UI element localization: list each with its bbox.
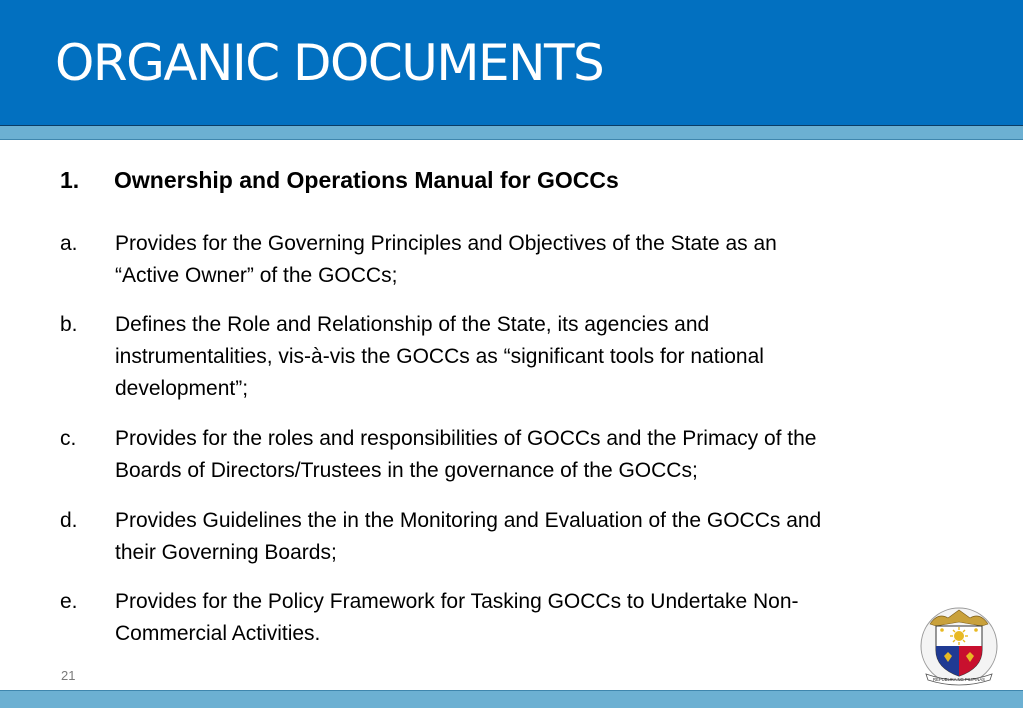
list-item-line: Provides Guidelines the in the Monitoring and Evaluation of the GOCCs and bbox=[115, 509, 822, 532]
list-item-marker: d. bbox=[60, 509, 78, 532]
list-item-line: their Governing Boards; bbox=[115, 541, 337, 564]
list-item-line: Provides for the roles and responsibilities of GOCCs and the Primacy of the bbox=[115, 427, 817, 450]
list-item-line: Commercial Activities. bbox=[115, 622, 321, 645]
section-number: 1. bbox=[60, 167, 80, 193]
list-item bbox=[60, 309, 980, 405]
title-bar bbox=[0, 0, 1023, 126]
title-underline-strip bbox=[0, 126, 1023, 140]
list-item-marker: e. bbox=[60, 590, 78, 613]
list-item-marker: c. bbox=[60, 427, 77, 450]
list-item-text bbox=[115, 586, 975, 650]
list-item-text bbox=[115, 228, 975, 292]
list-item-text bbox=[115, 505, 975, 569]
list-item-marker: a. bbox=[60, 232, 78, 255]
list-item bbox=[60, 586, 980, 650]
list-item-line: Defines the Role and Relationship of the State, its agencies and bbox=[115, 313, 710, 336]
list-item-line: development”; bbox=[115, 377, 249, 400]
list-item bbox=[60, 228, 980, 292]
section-heading-text: Ownership and Operations Manual for GOCCs bbox=[114, 167, 619, 193]
list-item-text bbox=[115, 309, 975, 405]
footer-strip bbox=[0, 690, 1023, 708]
list-item bbox=[60, 423, 980, 487]
slide-number: 21 bbox=[61, 668, 76, 683]
list-item bbox=[60, 505, 980, 569]
list-item-text bbox=[115, 423, 975, 487]
list-item-line: Provides for the Policy Framework for Tasking GOCCs to Undertake Non- bbox=[115, 590, 799, 613]
list-item-marker: b. bbox=[60, 313, 78, 336]
list-item-line: “Active Owner” of the GOCCs; bbox=[115, 264, 398, 287]
list-item-line: Boards of Directors/Trustees in the governance of the GOCCs; bbox=[115, 459, 698, 482]
list-item-line: instrumentalities, vis-à-vis the GOCCs as “significant tools for national bbox=[115, 345, 764, 368]
slide-title: ORGANIC DOCUMENTS bbox=[55, 34, 604, 92]
seal-scroll-text: REPUBLIKA NG PILIPINAS bbox=[933, 677, 985, 682]
seal-icon bbox=[918, 602, 1000, 686]
list-item-line: Provides for the Governing Principles and Objectives of the State as an bbox=[115, 232, 777, 255]
